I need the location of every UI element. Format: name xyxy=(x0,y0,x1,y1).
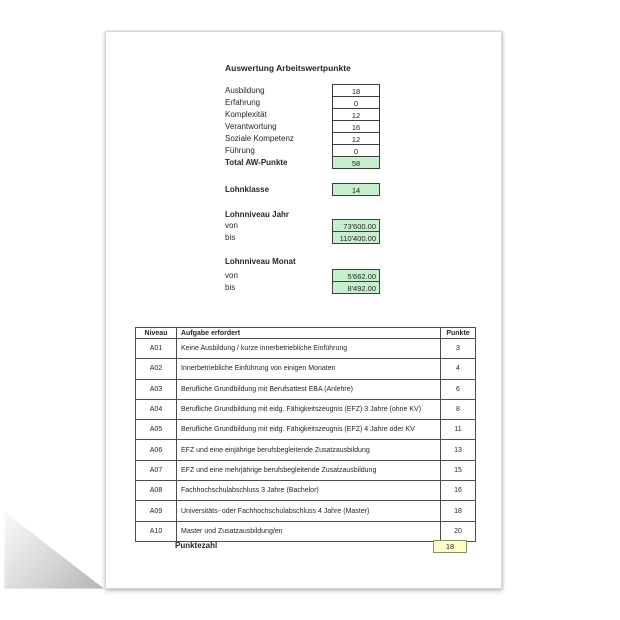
lohnniveau-monat-section xyxy=(225,269,380,294)
lohnklasse-label: Lohnklasse xyxy=(225,185,270,194)
niveau-table xyxy=(135,327,476,542)
lohnklasse-value-cell: 14 xyxy=(332,183,380,196)
lohnklasse-section xyxy=(225,183,380,196)
criteria-total-label: Total AW-Punkte xyxy=(225,158,288,167)
aufgabe-cell: Innerbetriebliche Einführung von einigen Monaten xyxy=(177,359,441,379)
von-label: von xyxy=(225,271,238,280)
monat-von-value-cell: 5'662.00 xyxy=(332,269,380,282)
punkte-cell: 20 xyxy=(441,521,476,541)
aufgabe-cell: Berufliche Grundbildung mit eidg. Fähigkeitszeugnis (EFZ) 3 Jahre (ohne KV) xyxy=(177,399,441,419)
monat-bis-value-cell: 8'492.00 xyxy=(332,281,380,294)
aufgabe-cell: EFZ und eine einjährige berufsbegleitende Zusatzausbildung xyxy=(177,440,441,460)
niveau-cell: A09 xyxy=(136,501,177,521)
punkte-cell: 18 xyxy=(441,501,476,521)
monat-bis-row xyxy=(225,281,380,294)
von-label: von xyxy=(225,221,238,230)
aufgabe-cell: Berufliche Grundbildung mit Berufsattest EBA (Anlehre) xyxy=(177,379,441,399)
jahr-bis-value-cell: 110'400.00 xyxy=(332,231,380,244)
lohnniveau-monat-heading: Lohnniveau Monat xyxy=(225,257,296,266)
aufgabe-cell: Keine Ausbildung / kurze innerbetriebliche Einführung xyxy=(177,339,441,359)
criteria-value-cell: 12 xyxy=(332,108,380,121)
punkte-cell: 4 xyxy=(441,359,476,379)
punkte-cell: 15 xyxy=(441,460,476,480)
table-row xyxy=(136,521,476,541)
criteria-label: Verantwortung xyxy=(225,122,277,131)
table-row xyxy=(136,379,476,399)
lohnniveau-jahr-heading: Lohnniveau Jahr xyxy=(225,210,290,219)
table-row xyxy=(136,399,476,419)
table-row xyxy=(136,481,476,501)
lohnniveau-jahr-section xyxy=(225,219,380,244)
criteria-label: Erfahrung xyxy=(225,98,261,107)
aufgabe-cell: EFZ und eine mehrjährige berufsbegleitende Zusatzausbildung xyxy=(177,460,441,480)
punkte-cell: 13 xyxy=(441,440,476,460)
column-header-niveau: Niveau xyxy=(136,328,177,339)
criteria-value-cell: 18 xyxy=(332,84,380,97)
bis-label: bis xyxy=(225,283,236,292)
criteria-label: Führung xyxy=(225,146,255,155)
niveau-cell: A04 xyxy=(136,399,177,419)
niveau-cell: A01 xyxy=(136,339,177,359)
criteria-label: Ausbildung xyxy=(225,86,265,95)
niveau-cell: A06 xyxy=(136,440,177,460)
criteria-value-cell: 16 xyxy=(332,120,380,133)
lohnklasse-row xyxy=(225,183,380,196)
column-header-punkte: Punkte xyxy=(441,328,476,339)
table-row xyxy=(136,339,476,359)
punkte-cell: 3 xyxy=(441,339,476,359)
aufgabe-cell: Universitäts- oder Fachhochschulabschluss 4 Jahre (Master) xyxy=(177,501,441,521)
criteria-label: Soziale Kompetenz xyxy=(225,134,294,143)
table-row xyxy=(136,460,476,480)
niveau-cell: A03 xyxy=(136,379,177,399)
punkte-cell: 8 xyxy=(441,399,476,419)
table-header-row xyxy=(136,328,476,339)
table-row xyxy=(136,420,476,440)
criteria-total-row xyxy=(225,156,380,169)
niveau-cell: A08 xyxy=(136,481,177,501)
table-row xyxy=(136,359,476,379)
jahr-bis-row xyxy=(225,231,380,244)
table-row xyxy=(136,440,476,460)
niveau-cell: A05 xyxy=(136,420,177,440)
bis-label: bis xyxy=(225,233,236,242)
punktezahl-value-cell: 18 xyxy=(433,540,467,553)
document-title: Auswertung Arbeitswertpunkte xyxy=(225,63,351,73)
criteria-value-cell: 0 xyxy=(332,144,380,157)
aufgabe-cell: Master und Zusatzausbildung/en xyxy=(177,521,441,541)
table-row xyxy=(136,501,476,521)
punkte-cell: 16 xyxy=(441,481,476,501)
page-curl-shadow xyxy=(4,508,106,592)
niveau-cell: A07 xyxy=(136,460,177,480)
aufgabe-cell: Fachhochschulabschluss 3 Jahre (Bachelor) xyxy=(177,481,441,501)
criteria-value-cell: 0 xyxy=(332,96,380,109)
punkte-cell: 6 xyxy=(441,379,476,399)
criteria-section xyxy=(225,84,380,169)
punktezahl-label: Punktezahl xyxy=(175,541,218,550)
punkte-cell: 11 xyxy=(441,420,476,440)
jahr-von-value-cell: 73'600.00 xyxy=(332,219,380,232)
criteria-value-cell: 12 xyxy=(332,132,380,145)
column-header-aufgabe: Aufgabe erfordert xyxy=(177,328,441,339)
page-sheet xyxy=(105,31,502,589)
criteria-label: Komplexität xyxy=(225,110,267,119)
niveau-cell: A10 xyxy=(136,521,177,541)
criteria-total-value-cell: 58 xyxy=(332,156,380,169)
aufgabe-cell: Berufliche Grundbildung mit eidg. Fähigkeitszeugnis (EFZ) 4 Jahre oder KV xyxy=(177,420,441,440)
niveau-cell: A02 xyxy=(136,359,177,379)
